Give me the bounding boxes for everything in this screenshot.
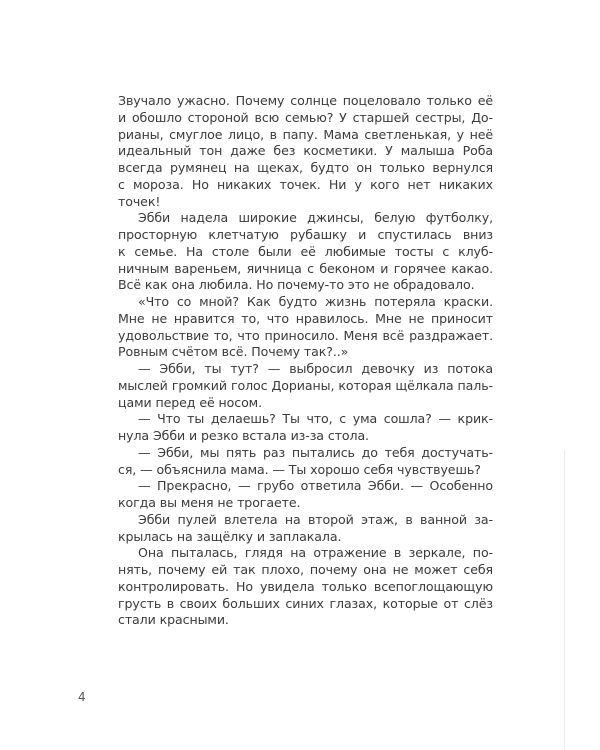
text-line: — Что ты делаешь? Ты что, с ума сошла? — крик- [138, 411, 493, 427]
text-line: идеальный тон даже без косметики. У малыша Роба [118, 143, 493, 159]
text-line: стали красными. [118, 612, 229, 628]
text-line: когда вы меня не трогаете. [118, 495, 301, 510]
text-line: точек! [118, 193, 161, 209]
text-line: Мне не нравится то, что нравилось. Мне не приносит [118, 310, 493, 326]
text-line: Эбби надела широкие джинсы, белую футболку, [138, 210, 493, 226]
text-line: Ровным счётом всё. Почему так?..» [118, 344, 349, 360]
text-line: цами перед её носом. [118, 394, 262, 410]
paragraph [118, 545, 493, 629]
text-line: нула Эбби и резко встала из-за стола. [118, 428, 369, 443]
text-line: крылась на защёлку и заплакала. [118, 528, 342, 544]
text-line: просторную клетчатую рубашку и спустилась вниз [118, 227, 493, 242]
text-line: — Эбби, мы пять раз пытались до тебя достучать- [138, 444, 493, 460]
paragraph [118, 411, 493, 445]
text-line: мыслей громкий голос Дорианы, которая щёлкала паль- [118, 377, 493, 393]
paragraph [118, 294, 493, 361]
text-line: — Прекрасно, — грубо ответила Эбби. — Особенно [138, 478, 493, 494]
text-line: Звучало ужасно. Почему солнце поцеловало только её [118, 93, 493, 108]
text-line: всегда румянец на щеках, будто он только вернулся [118, 160, 493, 175]
paragraph [118, 445, 493, 479]
paragraph [118, 210, 493, 294]
paragraph [118, 93, 493, 210]
text-line: грусть в своих больших синих глазах, которые от слёз [118, 595, 493, 611]
text-line: ничным вареньем, яичница с беконом и горячее какао. [118, 260, 493, 276]
text-line: нять, почему ей так плохо, почему она не может себя [118, 562, 493, 577]
text-line: — Эбби, ты тут? — выбросил девочку из потока [138, 361, 493, 376]
text-line: контролировать. Но увидела только всепоглощающую [118, 578, 493, 594]
text-line: Всё как она любила. Но почему-то это не обрадовало. [118, 277, 475, 293]
paragraph [118, 512, 493, 546]
text-line: и обошло стороной всю семью? У старшей сестры, До- [118, 109, 493, 125]
text-line: Эбби пулей влетела на второй этаж, в ванной за- [138, 511, 493, 527]
text-line: с мороза. Но никаких точек. Ни у кого нет никаких [118, 176, 493, 192]
paragraph [118, 478, 493, 512]
page-edge-divider [564, 450, 565, 750]
paragraph [118, 361, 493, 411]
text-line: к семье. На столе были её любимые тосты с клуб- [118, 243, 493, 259]
page-number: 4 [78, 690, 86, 704]
text-line: рианы, смуглое лицо, в папу. Мама светленькая, у неё [118, 126, 493, 142]
body-text [118, 93, 493, 629]
text-line: удовольствие то, что приносило. Меня всё раздражает. [118, 327, 493, 343]
text-line: Она пыталась, глядя на отражение в зеркале, по- [138, 545, 493, 561]
text-line: «Что со мной? Как будто жизнь потеряла краски. [138, 294, 493, 309]
text-line: ся, — объяснила мама. — Ты хорошо себя чувствуешь? [118, 461, 481, 477]
